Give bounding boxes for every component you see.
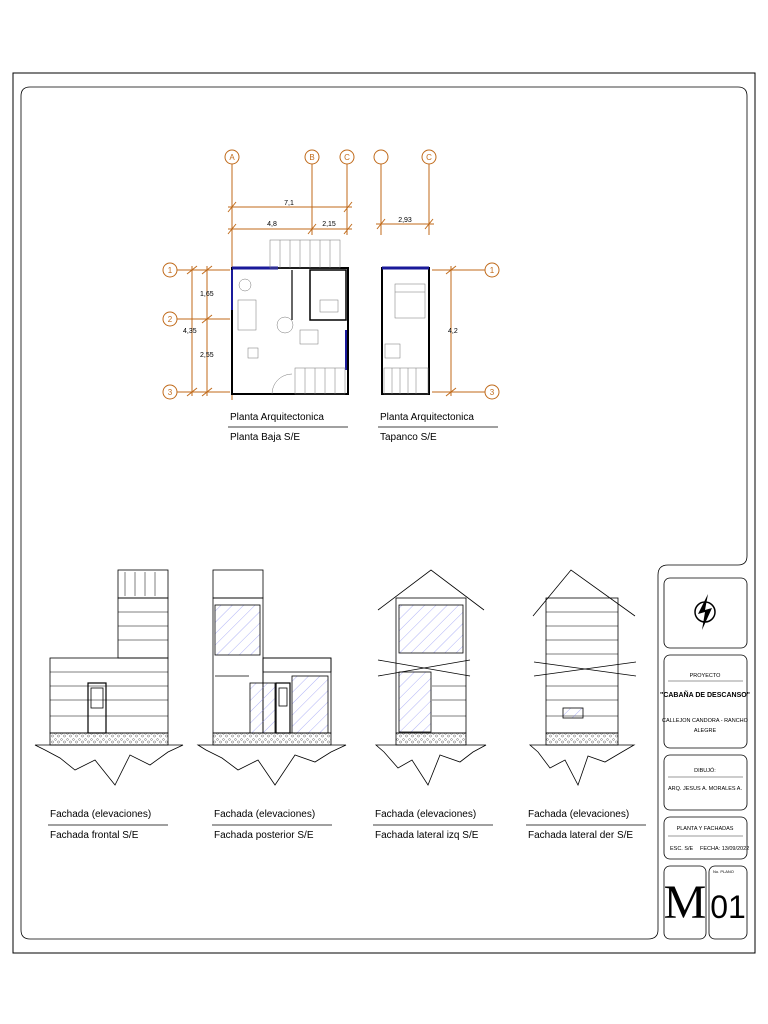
ground-plan-title: Planta Arquitectonica [230, 412, 324, 423]
ground-floor-plan [163, 150, 354, 443]
facade-left-subtitle: Fachada lateral izq S/E [375, 830, 479, 841]
axis-3-label: 3 [167, 388, 173, 397]
ground-plan-subtitle: Planta Baja S/E [230, 432, 301, 443]
loft-plan-title: Planta Arquitectonica [380, 412, 474, 423]
dim-vtotal: 4,35 [183, 328, 197, 335]
facade-rear-title: Fachada (elevaciones) [214, 809, 316, 820]
facade-right-subtitle: Fachada lateral der S/E [528, 830, 634, 841]
loft-axis-c-label: C [426, 153, 432, 162]
loft-axis-1-label: 1 [489, 266, 495, 275]
dim-seg1: 4,8 [267, 221, 277, 228]
loft-axis-3-label: 3 [489, 388, 495, 397]
facade-labels [48, 809, 646, 841]
facade-front-title: Fachada (elevaciones) [50, 809, 152, 820]
dim-overall: 7,1 [284, 200, 294, 207]
drew-label: DIBUJÓ: [694, 768, 716, 774]
dim-loft-height: 4,2 [448, 328, 458, 335]
facade-rear [198, 570, 346, 785]
logo-mark: M [663, 876, 707, 929]
project-label: PROYECTO [689, 673, 721, 679]
dim-v1: 1,65 [200, 291, 214, 298]
project-name: "CABAÑA DE DESCANSO" [660, 692, 750, 699]
north-arrow-icon [695, 594, 715, 630]
dim-seg2: 2,15 [322, 221, 336, 228]
author-name: ARQ. JESUS A. MORALES A. [668, 786, 742, 792]
loft-plan [374, 150, 499, 443]
facade-rear-subtitle: Fachada posterior S/E [214, 830, 314, 841]
sheet-number: 01 [710, 889, 746, 925]
axis-1-label: 1 [167, 266, 173, 275]
title-block [660, 578, 750, 939]
axis-2-label: 2 [167, 315, 173, 324]
outer-frame [13, 73, 755, 953]
dim-v2: 2,55 [200, 352, 214, 359]
facade-left [376, 570, 486, 785]
axis-b-label: B [309, 153, 315, 162]
axis-c-label: C [344, 153, 350, 162]
address-line-2: ALEGRE [693, 728, 717, 734]
dim-loft-width: 2,93 [398, 217, 412, 224]
scale-text: ESC. S/E [670, 846, 694, 852]
facade-right [530, 570, 636, 785]
address-line-1: CALLEJON CANDORA - RANCHO [662, 718, 748, 724]
date-text: FECHA: 13/09/2022 [700, 846, 750, 852]
sheet-title: PLANTA Y FACHADAS [676, 826, 734, 832]
facade-front-subtitle: Fachada frontal S/E [50, 830, 139, 841]
facade-front [35, 570, 183, 785]
facade-left-title: Fachada (elevaciones) [375, 809, 477, 820]
facade-right-title: Fachada (elevaciones) [528, 809, 630, 820]
loft-plan-subtitle: Tapanco S/E [380, 432, 437, 443]
sheet-number-label: No. PLANO [713, 869, 734, 874]
axis-a-label: A [229, 153, 235, 162]
